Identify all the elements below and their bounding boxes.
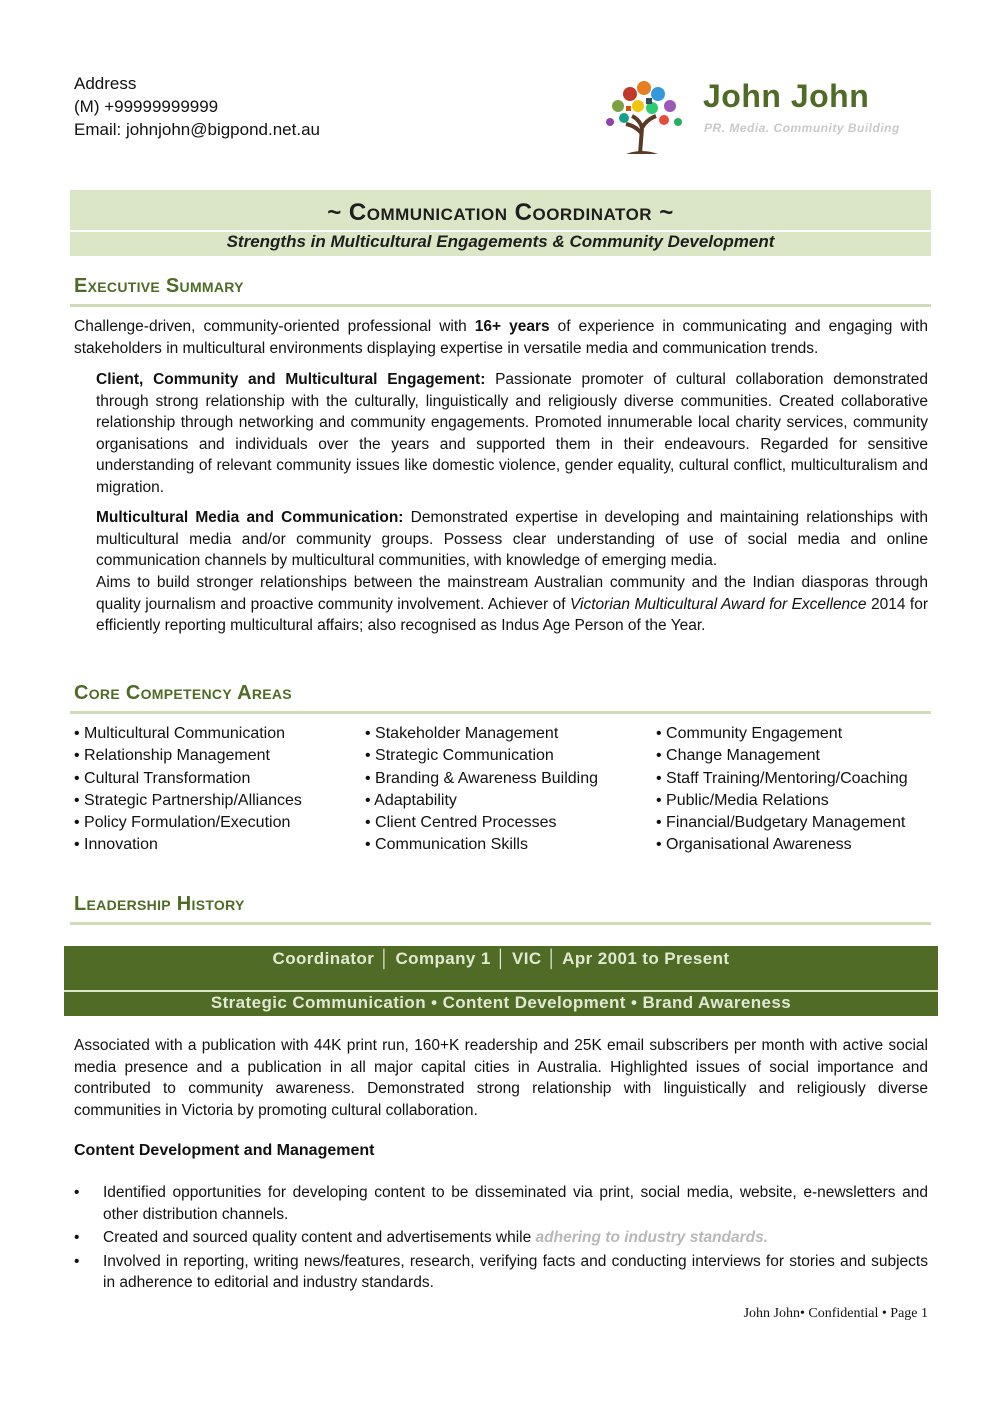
bullet-text: Created and sourced quality content and advertisements while <box>103 1229 536 1246</box>
list-item <box>74 1227 928 1249</box>
competency-item: • Staff Training/Mentoring/Coaching <box>656 769 908 787</box>
bullet-text: Involved in reporting, writing news/features, research, verifying facts and conducting interviews for stories and subjects in adherence to editorial and industry standards. <box>103 1252 928 1291</box>
competency-item: • Multicultural Communication <box>74 725 286 742</box>
competency-column-1 <box>74 723 302 857</box>
media-label: Multicultural Media and Communication: <box>96 509 404 526</box>
tagline: PR. Media. Community Building <box>704 121 900 135</box>
job-role-line: Coordinator │ Company 1 │ VIC │ Apr 2001 to Present <box>272 949 730 968</box>
phone-line: (M) +99999999999 <box>74 97 219 116</box>
list-item <box>74 1182 928 1225</box>
leadership-history-rule <box>70 922 931 925</box>
summary-engagement-paragraph <box>96 369 928 498</box>
job-band-separator <box>64 990 938 992</box>
competency-item: • Client Centred Processes <box>365 814 557 832</box>
contact-block <box>74 72 320 141</box>
competency-item: • Relationship Management <box>74 747 270 765</box>
tree-logo-icon <box>596 76 692 156</box>
engagement-label: Client, Community and Multicultural Engagement: <box>96 371 486 388</box>
competency-item: • Adaptability <box>365 791 457 809</box>
content-development-heading: Content Development and Management <box>74 1142 375 1159</box>
title-band <box>70 190 931 256</box>
engagement-text: Passionate promoter of cultural collaboration demonstrated through strong relationship with the culturally, linguistically and religiously diverse communities. Created collaborative relationship through networking and community engagements. Promoted innumerable local charity services, community organisations and individuals over the years and supported them in their endeavours. Regarded for sensitive understanding of relevant community issues like domestic violence, gender equality, cultural conflict, multiculturalism and migration. <box>96 371 928 496</box>
core-competency-heading: Core Competency Areas <box>74 682 292 704</box>
competency-column-2 <box>365 723 598 857</box>
executive-summary-rule <box>70 304 931 307</box>
bullet-icon: • <box>74 1184 80 1201</box>
award-name: Victorian Multicultural Award for Excellence <box>569 595 867 613</box>
competency-item: • Branding & Awareness Building <box>365 769 599 787</box>
page-footer: John John• Confidential • Page 1 <box>743 1306 928 1321</box>
summary-media-paragraph <box>96 507 928 572</box>
list-item <box>74 1251 928 1294</box>
competency-item: • Innovation <box>74 836 158 854</box>
competency-item: • Change Management <box>656 747 820 765</box>
competency-item: • Public/Media Relations <box>656 791 829 809</box>
leadership-history-heading: Leadership History <box>74 893 245 915</box>
content-bullets <box>74 1182 928 1296</box>
bullet-text-faded: adhering to industry standards. <box>535 1229 769 1246</box>
bullet-icon: • <box>74 1229 80 1246</box>
job-description: Associated with a publication with 44K print run, 160+K readership and 25K email subscribers per month with active social media presence and a publication in all major capital cities in Australia. Highlighted issues of social importance and contributed to community awareness. Demonstrated strong relationship with linguistically and religiously diverse communities in Victoria by promoting cultural collaboration. <box>74 1037 928 1119</box>
address-line: Address <box>74 74 137 93</box>
aims-text: Aims to build stronger relationships between the mainstream Australian community and the Indian diasporas through quality journalism and proactive community involvement. Achiever of <box>96 574 928 613</box>
job-band <box>64 946 938 1016</box>
competency-item: • Stakeholder Management <box>365 725 559 742</box>
email-line: Email: johnjohn@bigpond.net.au <box>74 120 320 139</box>
summary-aims-paragraph <box>96 572 928 637</box>
competency-item: • Organisational Awareness <box>656 836 852 854</box>
bullet-text: Identified opportunities for developing content to be disseminated via print, social media, website, e-newsletters and other distribution channels. <box>103 1184 928 1223</box>
competency-item: • Community Engagement <box>656 725 843 742</box>
executive-summary-heading: Executive Summary <box>74 275 244 297</box>
competency-item: • Cultural Transformation <box>74 769 251 787</box>
summary-intro-rest: of experience in communicating and engaging with stakeholders in multicultural environments displaying expertise in versatile media and communication trends. <box>74 318 928 357</box>
resume-subtitle: Strengths in Multicultural Engagements & Community Development <box>226 232 775 251</box>
competency-item: • Communication Skills <box>365 836 528 854</box>
summary-years: 16+ years <box>474 318 550 335</box>
bullet-icon: • <box>74 1252 80 1270</box>
job-tags-line: Strategic Communication • Content Development • Brand Awareness <box>210 993 792 1012</box>
media-text: Demonstrated expertise in developing and maintaining relationships with multicultural media and/or community groups. Possess clear understanding of use of social media and online communication channels by multicultural communities, with knowledge of emerging media. <box>96 509 928 569</box>
competency-item: • Strategic Partnership/Alliances <box>74 791 302 809</box>
competency-item: • Financial/Budgetary Management <box>656 814 906 832</box>
competency-item: • Strategic Communication <box>365 747 554 765</box>
aims-rest: 2014 for efficiently reporting multicultural affairs; also recognised as Indus Age Person of the Year. <box>96 595 928 634</box>
competency-item: • Policy Formulation/Execution <box>74 814 291 832</box>
resume-title: ~ Communication Coordinator ~ <box>327 199 674 226</box>
summary-intro-text: Challenge-driven, community-oriented professional with <box>74 318 475 335</box>
summary-intro <box>74 316 928 359</box>
core-competency-rule <box>70 711 931 714</box>
person-name: John John <box>703 78 870 114</box>
competency-column-3 <box>656 723 908 857</box>
